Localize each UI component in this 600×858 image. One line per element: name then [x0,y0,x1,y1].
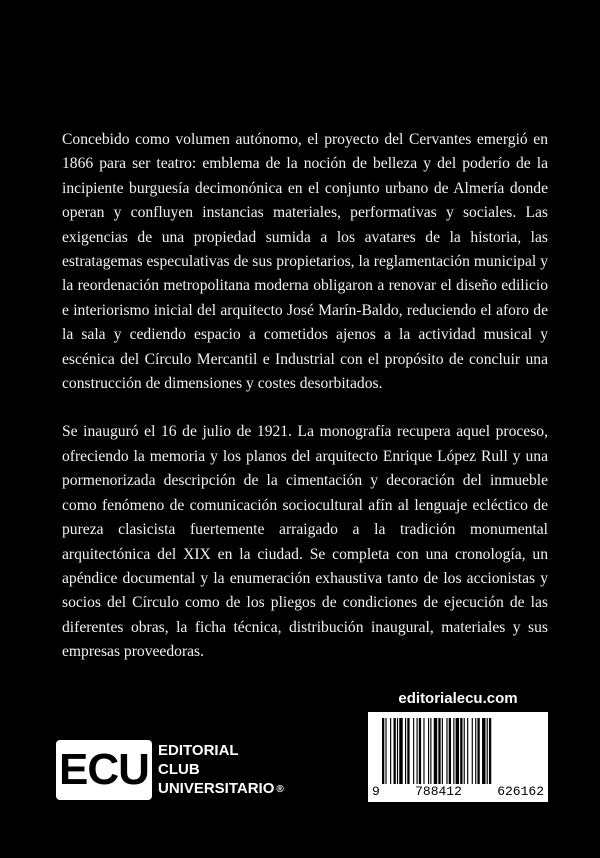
barcode-bar [442,718,443,784]
blurb-paragraph-1: Concebido como volumen autónomo, el proyecto del Cervantes emergió en 1866 para ser teatro: emblema de la noción de belleza y del poderío de la incipiente burguesía decimonónica en el conjunto urbano de Almería donde operan y confluyen instancias materiales, performativas y sociales. Las exigencias de una propiedad sumida a los avatares de la historia, las estratagemas especulativas de sus propietarios, la reglamentación municipal y la reordenación metropolitana moderna obligaron a renovar el diseño edilicio e interiorismo inicial del arquitecto José Marín-Baldo, reduciendo el aforo de la sala y cediendo espacio a cometidos ajenos a la actividad musical y escénica del Círculo Mercantil e Industrial con el propósito de concluir una construcción de dimensiones y costes desorbitados. [62,131,548,393]
blurb-paragraph-2: Se inauguró el 16 de julio de 1921. La monografía recupera aquel proceso, ofreciendo la memoria y los planos del arquitecto Enrique López Rull y una pormenorizada descripción de la cimentación y decoración del inmueble como fenómeno de comunicación sociocultural afín al lenguaje ecléctico de pureza clasicista fuertemente arraigado a la tradición monumental arquitectónica del XIX en la ciudad. Se completa con una cronología, un apéndice documental y la enumeración exhaustiva tanto de los accionistas y socios del Círculo como de los pliegos de condiciones de ejecución de las diferentes obras, la ficha técnica, distribución inaugural, materiales y sus empresas proveedoras. [62,423,548,661]
barcode-bar [428,718,429,784]
barcode-number [372,784,544,799]
barcode-group-2: 626162 [497,784,544,799]
barcode-bar [434,718,437,784]
barcode-bar [449,718,451,784]
publisher-name-line-1: EDITORIAL [158,742,239,760]
barcode-bar [453,718,454,784]
barcode-bar [477,718,479,784]
barcode-bar [489,718,491,784]
barcode-bar [472,718,473,784]
barcode-group-1: 788412 [415,784,462,799]
barcode-bar [438,718,440,784]
barcode-bar [456,718,459,784]
barcode-bar [382,718,384,784]
barcode-bar [417,718,418,784]
publisher-website: editorialecu.com [398,690,518,707]
back-cover-blurb [62,128,548,665]
barcode-bar [407,718,409,784]
barcode-bar [413,718,414,784]
barcode-bar [419,718,421,784]
publisher-name-line-2: CLUB [158,761,200,779]
isbn-barcode [368,712,548,802]
publisher-name [158,741,284,799]
barcode-bar [405,718,406,784]
barcode-bar [482,718,485,784]
registered-mark: ® [276,783,284,795]
barcode-bar [394,718,396,784]
barcode-first-digit: 9 [372,784,380,799]
barcode-bar [487,718,488,784]
barcode-bar [390,718,391,784]
barcode-bar [446,718,447,784]
barcode-bar [430,718,431,784]
publisher-name-line-3: UNIVERSITARIO ® [158,780,284,798]
barcode-bars [368,712,548,786]
publisher-logo [56,740,284,800]
barcode-bar [385,718,386,784]
barcode-bar [475,718,476,784]
barcode-bar [397,718,398,784]
ecu-logo-mark: ECU [56,740,152,800]
barcode-bar [464,718,465,784]
barcode-bar [423,718,424,784]
barcode-bar [467,718,468,784]
barcode-bar [399,718,402,784]
barcode-bar [460,718,462,784]
